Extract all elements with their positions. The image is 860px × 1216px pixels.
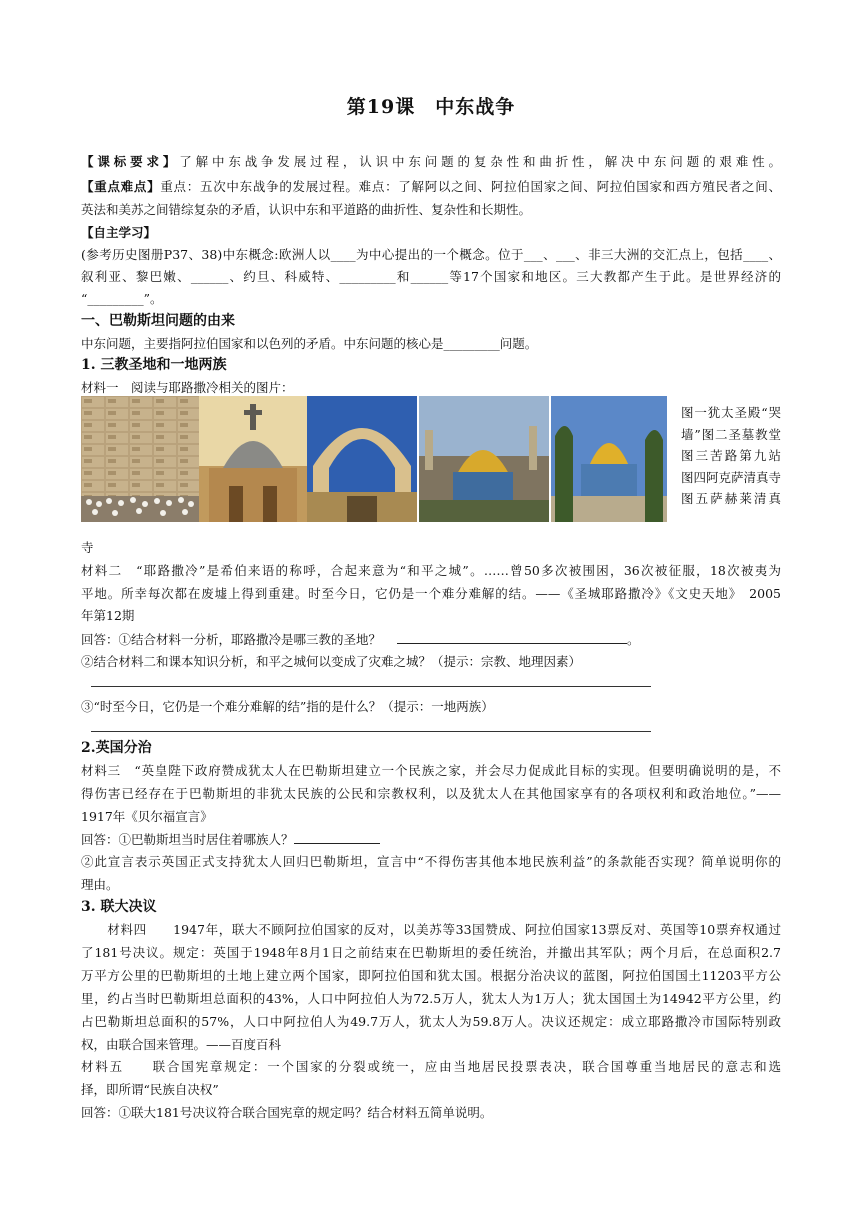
jerusalem-photos: [81, 396, 667, 522]
section-heading-1: 一、巴勒斯坦问题的由来: [81, 313, 235, 329]
key-points-text: 重点：五次中东战争的发展过程。难点：了解阿以之间、阿拉伯国家之间、阿拉伯国家和西方殖民者之间、: [160, 179, 781, 194]
middle-east-concept-line-2: 叙利亚、黎巴嫩、______、约旦、科威特、_________和______等17个国家和地区。三大教都产生于此。是世界经济的: [81, 269, 781, 284]
question-1-end: 。: [627, 632, 640, 647]
western-wall-photo: [81, 396, 199, 522]
curriculum-requirement-line: [81, 153, 781, 171]
middle-east-concept-line-3: “_________”。: [81, 291, 163, 306]
curriculum-text: 了解中东战争发展过程，认识中东问题的复杂性和曲折性，解决中东问题的艰难性。: [179, 154, 781, 169]
question-2-line: ②结合材料二和课本知识分析，和平之城何以变成了灾难之城？（提示：宗教、地理因素）: [81, 654, 582, 669]
caption-continued: 寺: [81, 540, 94, 555]
material-2-line-3: 年第12期: [81, 608, 135, 623]
question-5-line-2: 理由。: [81, 877, 119, 892]
material-4-line-3: 万平方公里的巴勒斯坦的土地上建立两个国家，即阿拉伯国和犹太国。根据分治决议的蓝图，阿拉伯国国土11203平方公: [81, 968, 781, 983]
question-1-answer-blank[interactable]: [397, 630, 627, 644]
question-2-answer-line[interactable]: [91, 686, 651, 687]
material-2-line-1: 材料二 “耶路撒冷”是希伯来语的称呼，合起来意为“和平之城”。……曾50多次被围困，36次被征服，18次被夷为: [81, 563, 781, 578]
key-points-heading: 【重点难点】: [81, 179, 161, 194]
lesson-title: 第19课 中东战争: [346, 96, 516, 118]
key-points-line: [81, 178, 781, 196]
question-1-text: 回答：①结合材料一分析，耶路撒冷是哪三教的圣地？: [81, 632, 382, 647]
question-4-answer-blank[interactable]: [294, 830, 380, 844]
material-3-line-3: 1917年《贝尔福宣言》: [81, 809, 213, 824]
holy-sepulchre-photo: [199, 396, 307, 522]
question-1-line: [81, 630, 640, 649]
material-2-line-2: 平地。所幸每次都在废墟上得到重建。时至今日，它仍是一个难分难解的结。——《圣城耶路撒冷》《文史天地》 2005: [81, 586, 781, 601]
material-4-line-2: 了181号决议。规定：英国于1948年8月1日之前结束在巴勒斯坦的委任统治，并撤出其军队；两个月后，在总面积2.7: [81, 945, 781, 960]
middle-east-concept-line-1: (参考历史图册P37、38)中东概念:欧洲人以____为中心提出的一个概念。位于___、___、非三大洲的交汇点上，包括____、: [81, 247, 781, 262]
question-3-line: ③“时至今日，它仍是一个难分难解的结”指的是什么？（提示：一地两族）: [81, 699, 494, 714]
material-5-line-2: 择，即所谓“民族自决权”: [81, 1082, 219, 1097]
curriculum-heading: 【课标要求】: [81, 154, 180, 169]
subsection-heading-3: 3. 联大决议: [81, 899, 157, 915]
self-study-heading: 【自主学习】: [81, 225, 157, 240]
middle-east-core-line: 中东问题，主要指阿拉伯国家和以色列的矛盾。中东问题的核心是_________问题。: [81, 336, 538, 351]
key-points-line-2: 英法和美苏之间错综复杂的矛盾，认识中东和平道路的曲折性、复杂性和长期性。: [81, 202, 532, 217]
material-4-line-4: 里，约占当时巴勒斯坦总面积的43%，人口中阿拉伯人为72.5万人，犹太人为1万人；犹太国国土为14942平方公里，约: [81, 991, 781, 1006]
material-4-line-6: 权，由联合国来管理。——百度百科: [81, 1037, 282, 1052]
question-3-answer-line[interactable]: [91, 731, 651, 732]
dome-of-the-rock-photo: [551, 396, 667, 522]
al-aqsa-mosque-photo: [419, 396, 549, 522]
photos-caption: 图一犹太圣殿“哭墙”图二圣墓教堂 图三苦路第九站 图四阿克萨清真寺图五萨赫莱清真: [681, 405, 794, 506]
material-3-line-2: 得伤害已经存在于巴勒斯坦的非犹太民族的公民和宗教权利，以及犹太人在其他国家享有的各项权利和政治地位。”——: [81, 786, 781, 801]
question-4-line: [81, 830, 380, 849]
material-4-line-5: 占巴勒斯坦总面积的57%，人口中阿拉伯人为49.7万人，犹太人为59.8万人。决议还规定：成立耶路撒冷市国际特别政: [81, 1014, 781, 1029]
question-5-line-1: ②此宣言表示英国正式支持犹太人回归巴勒斯坦，宣言中“不得伤害其他本地民族利益”的条款能否实现？简单说明你的: [81, 854, 781, 869]
subsection-heading-1: 1. 三教圣地和一地两族: [81, 357, 227, 373]
subsection-heading-2: 2.英国分治: [81, 740, 152, 756]
question-4-text: 回答：①巴勒斯坦当时居住着哪族人？: [81, 832, 294, 847]
via-dolorosa-photo: [307, 396, 417, 522]
material-4-line-1: 材料四 1947年，联大不顾阿拉伯国家的反对，以美苏等33国赞成、阿拉伯国家13票反对、英国等10票弃权通过: [81, 922, 781, 937]
material-3-line-1: 材料三 “英皇陛下政府赞成犹太人在巴勒斯坦建立一个民族之家，并会尽力促成此目标的实现。但要明确说明的是，不: [81, 763, 781, 778]
question-6-line: 回答：①联大181号决议符合联合国宪章的规定吗？结合材料五简单说明。: [81, 1105, 493, 1120]
material-1-intro: 材料一 阅读与耶路撒冷相关的图片：: [81, 380, 294, 395]
material-5-line-1: 材料五 联合国宪章规定：一个国家的分裂或统一，应由当地居民投票表决，联合国尊重当地居民的意志和选: [81, 1059, 781, 1074]
